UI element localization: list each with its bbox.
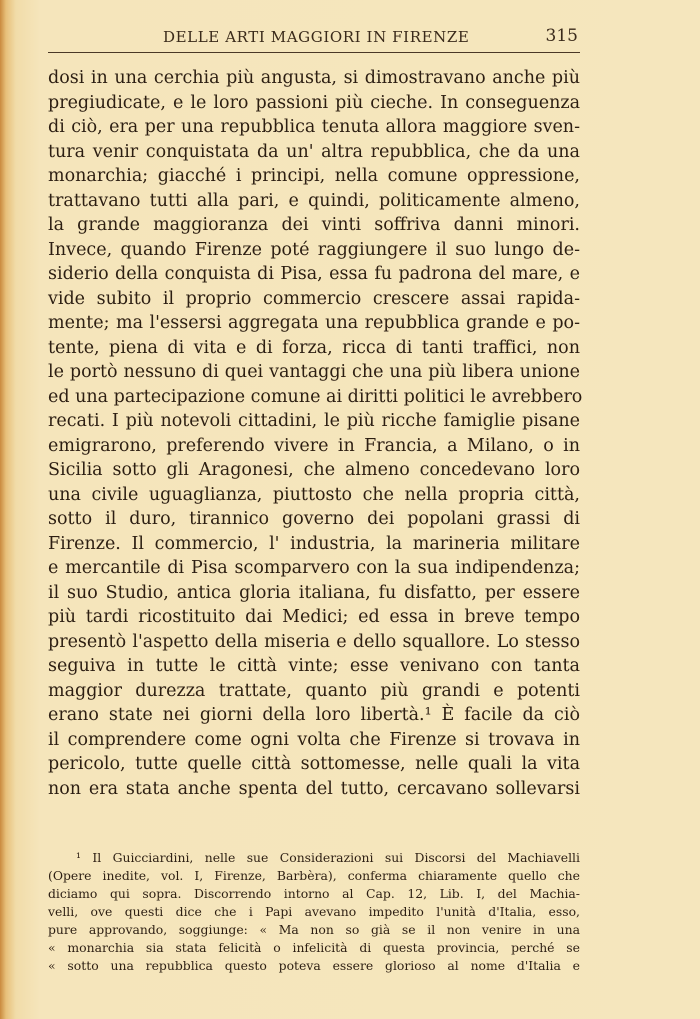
text-line: sotto il duro, tirannico governo dei popolani grassi di — [48, 509, 580, 529]
footnote-line: « monarchia sia stata felicità o infelicità di questa provincia, perché se — [48, 940, 580, 955]
text-line: monarchia; giacché i principi, nella comune oppressione, — [48, 166, 580, 186]
text-line: non era stata anche spenta del tutto, cercavano sollevarsi — [48, 778, 580, 799]
text-line: tente, piena di vita e di forza, ricca di tanti traffici, non — [48, 337, 580, 358]
text-line: Invece, quando Firenze poté raggiungere il suo lungo de- — [48, 239, 580, 260]
text-line: più tardi ricostituito dai Medici; ed essa in breve tempo — [48, 607, 580, 627]
text-line: il suo Studio, antica gloria italiana, fu disfatto, per essere — [48, 582, 580, 603]
running-title: DELLE ARTI MAGGIORI IN FIRENZE — [163, 28, 470, 46]
footnote-line: (Opere inedite, vol. I, Firenze, Barbèra), conferma chiaramente quello che — [48, 868, 580, 883]
text-line: presentò l'aspetto della miseria e dello squallore. Lo stesso — [48, 631, 580, 652]
page-header — [48, 24, 580, 52]
text-line: mente; ma l'essersi aggregata una repubblica grande e po- — [48, 313, 580, 333]
text-line: il comprendere come ogni volta che Firenze si trovava in — [48, 729, 580, 750]
text-line: vide subito il proprio commercio crescere assai rapida- — [48, 288, 580, 309]
text-line: e mercantile di Pisa scomparvero con la sua indipendenza; — [48, 558, 580, 578]
page-number: 315 — [545, 26, 578, 46]
text-line: seguiva in tutte le città vinte; esse venivano con tanta — [48, 656, 580, 676]
footnote-line: velli, ove questi dice che i Papi avevano impedito l'unità d'Italia, esso, — [48, 904, 580, 919]
footnote-line: « sotto una repubblica questo poteva essere glorioso al nome d'Italia e — [48, 958, 580, 973]
text-line: trattavano tutti alla pari, e quindi, politicamente almeno, — [48, 190, 580, 211]
footnote-line: ¹ Il Guicciardini, nelle sue Considerazioni sui Discorsi del Machiavelli — [76, 850, 580, 865]
text-line: di ciò, era per una repubblica tenuta allora maggiore sven- — [48, 117, 580, 137]
text-line: Sicilia sotto gli Aragonesi, che almeno concedevano loro — [48, 460, 580, 480]
text-line: pericolo, tutte quelle città sottomesse, nelle quali la vita — [48, 754, 580, 774]
text-line: pregiudicate, e le loro passioni più cieche. In conseguenza — [48, 92, 580, 113]
text-line: Firenze. Il commercio, l' industria, la marineria militare — [48, 533, 580, 554]
text-line: una civile uguaglianza, piuttosto che nella propria città, — [48, 484, 580, 505]
footnote — [48, 849, 580, 975]
text-line: la grande maggioranza dei vinti soffriva danni minori. — [48, 215, 580, 235]
text-line: maggior durezza trattate, quanto più grandi e potenti — [48, 680, 580, 701]
text-line: emigrarono, preferendo vivere in Francia, a Milano, o in — [48, 435, 580, 456]
text-line: dosi in una cerchia più angusta, si dimostravano anche più — [48, 68, 580, 88]
text-line: le portò nessuno di quei vantaggi che una più libera unione — [48, 362, 580, 382]
footnote-line: pure approvando, soggiunge: « Ma non so già se il non venire in una — [48, 922, 580, 937]
text-line: recati. I più notevoli cittadini, le più ricche famiglie pisane — [48, 411, 580, 431]
footnote-line: diciamo qui sopra. Discorrendo intorno al Cap. 12, Lib. I, del Machia- — [48, 886, 580, 901]
text-line: tura venir conquistata da un' altra repubblica, che da una — [48, 141, 580, 162]
text-line: ed una partecipazione comune ai diritti politici le avrebbero — [48, 386, 583, 407]
main-text — [48, 66, 583, 801]
header-rule — [48, 52, 580, 53]
text-line: erano state nei giorni della loro libertà.¹ È facile da ciò — [48, 705, 580, 725]
text-line: siderio della conquista di Pisa, essa fu padrona del mare, e — [48, 264, 580, 284]
